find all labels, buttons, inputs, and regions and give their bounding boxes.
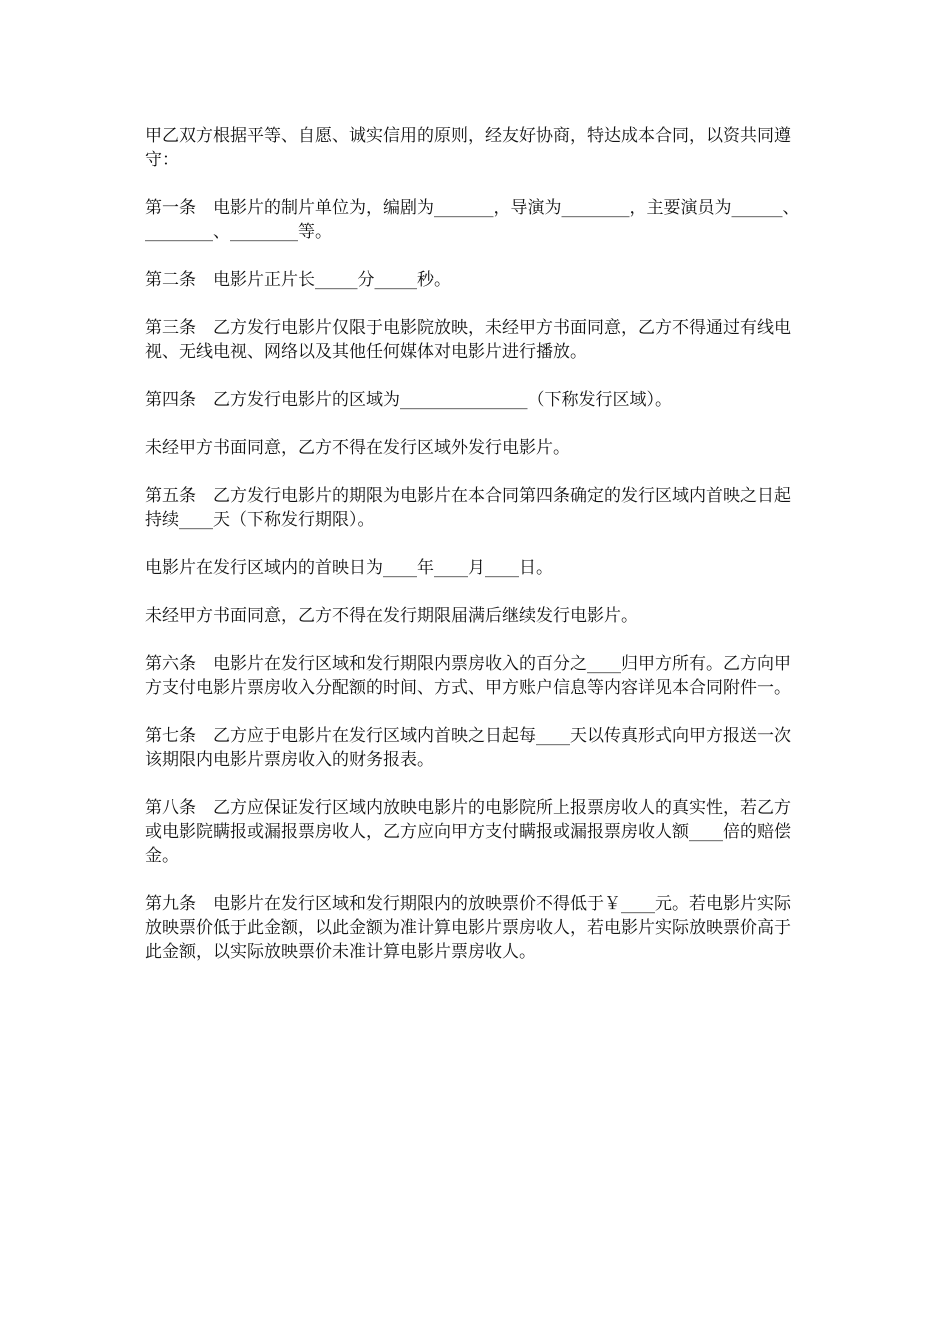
article-5-note-paragraph: 未经甲方书面同意，乙方不得在发行期限届满后继续发行电影片。 [145,606,638,626]
article-2-paragraph: 第二条 电影片正片长_____分_____秒。 [145,270,451,290]
article-9-paragraph: 第九条 电影片在发行区域和发行期限内的放映票价不得低于￥____元。若电影片实际放映票价低于此金额，以此金额为准计算电影片票房收人，若电影片实际放映票价高于此金额，以实际放映票价未准计算电影片票房收人。 [145,894,791,962]
article-7-paragraph: 第七条 乙方应于电影片在发行区域内首映之日起每____天以传真形式向甲方报送一次该期限内电影片票房收入的财务报表。 [145,726,791,770]
article-3-paragraph: 第三条 乙方发行电影片仅限于电影院放映，未经甲方书面同意，乙方不得通过有线电视、无线电视、网络以及其他任何媒体对电影片进行播放。 [145,318,791,362]
article-1-paragraph: 第一条 电影片的制片单位为，编剧为_______，导演为________，主要演员为______、________、________等。 [145,198,800,242]
article-4-note-paragraph: 未经甲方书面同意，乙方不得在发行区域外发行电影片。 [145,438,570,458]
contract-page [145,124,807,988]
article-6-paragraph: 第六条 电影片在发行区域和发行期限内票房收入的百分之____归甲方所有。乙方向甲方支付电影片票房收入分配额的时间、方式、甲方账户信息等内容详见本合同附件一。 [145,654,791,698]
article-4-paragraph: 第四条 乙方发行电影片的区域为_______________（下称发行区域）。 [145,390,672,410]
article-8-paragraph: 第八条 乙方应保证发行区域内放映电影片的电影院所上报票房收人的真实性，若乙方或电影院瞒报或漏报票房收人，乙方应向甲方支付瞒报或漏报票房收人额____倍的赔偿金。 [145,798,791,866]
article-5-paragraph: 第五条 乙方发行电影片的期限为电影片在本合同第四条确定的发行区域内首映之日起持续____天（下称发行期限）。 [145,486,791,530]
preamble-paragraph: 甲乙双方根据平等、自愿、诚实信用的原则，经友好协商，特达成本合同，以资共同遵守： [145,126,791,170]
premiere-date-paragraph: 电影片在发行区域内的首映日为____年____月____日。 [145,558,553,578]
